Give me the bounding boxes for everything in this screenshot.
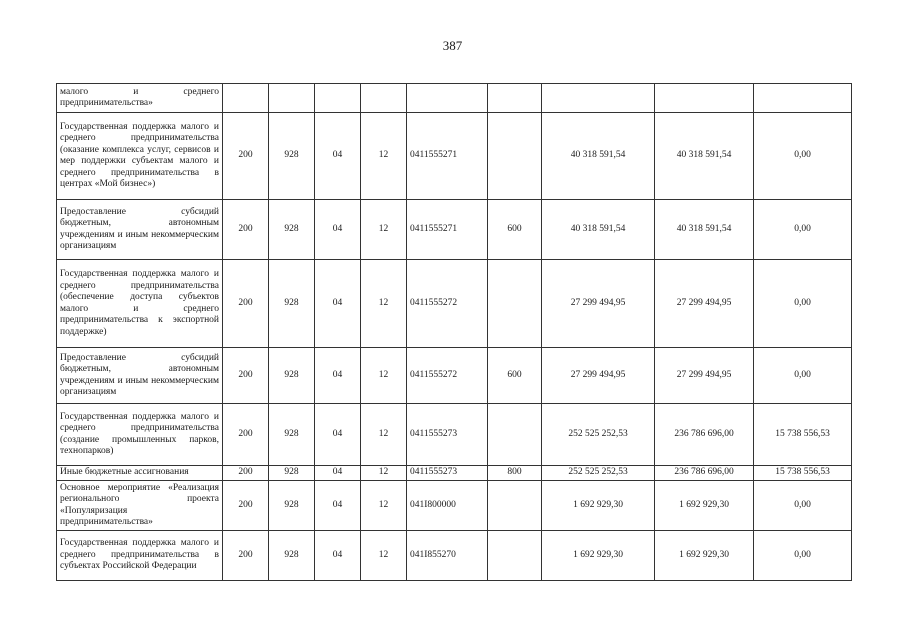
cell-amount-3 <box>754 84 852 113</box>
cell-section: 04 <box>315 348 361 404</box>
cell-code: 200 <box>223 531 269 581</box>
cell-expense-type <box>488 260 542 348</box>
cell-code: 200 <box>223 260 269 348</box>
cell-code: 200 <box>223 348 269 404</box>
cell-amount-2: 40 318 591,54 <box>655 200 754 260</box>
cell-amount-2: 27 299 494,95 <box>655 260 754 348</box>
cell-ved: 928 <box>269 404 315 466</box>
table-row <box>57 84 852 113</box>
cell-target-item: 0411555273 <box>407 466 488 481</box>
cell-amount-2: 1 692 929,30 <box>655 531 754 581</box>
cell-amount-1: 252 525 252,53 <box>542 404 655 466</box>
row-description: Иные бюджетные ассигнования <box>57 466 223 481</box>
cell-ved: 928 <box>269 113 315 200</box>
cell-amount-3: 0,00 <box>754 348 852 404</box>
cell-amount-1: 252 525 252,53 <box>542 466 655 481</box>
row-description: Предоставление субсидий бюджетным, автономным учреждениям и иным некоммерческим организациям <box>57 348 223 404</box>
cell-amount-1: 1 692 929,30 <box>542 531 655 581</box>
cell-amount-1: 40 318 591,54 <box>542 113 655 200</box>
cell-amount-2: 1 692 929,30 <box>655 481 754 531</box>
table-row <box>57 260 852 348</box>
cell-section: 04 <box>315 466 361 481</box>
table-row <box>57 531 852 581</box>
cell-ved: 928 <box>269 481 315 531</box>
table-row <box>57 404 852 466</box>
cell-ved: 928 <box>269 348 315 404</box>
cell-section: 04 <box>315 531 361 581</box>
cell-expense-type <box>488 531 542 581</box>
table-row <box>57 200 852 260</box>
cell-section: 04 <box>315 260 361 348</box>
cell-target-item: 041I855270 <box>407 531 488 581</box>
cell-code: 200 <box>223 200 269 260</box>
cell-ved: 928 <box>269 466 315 481</box>
cell-amount-3: 15 738 556,53 <box>754 404 852 466</box>
cell-section: 04 <box>315 113 361 200</box>
cell-amount-3: 0,00 <box>754 260 852 348</box>
cell-expense-type: 600 <box>488 348 542 404</box>
cell-expense-type <box>488 113 542 200</box>
row-description: Государственная поддержка малого и среднего предпринимательства в субъектах Российской Федерации <box>57 531 223 581</box>
cell-amount-3: 0,00 <box>754 113 852 200</box>
row-description: Основное мероприятие «Реализация регионального проекта «Популяризация предпринимательства» <box>57 481 223 531</box>
cell-amount-3: 0,00 <box>754 481 852 531</box>
cell-section: 04 <box>315 404 361 466</box>
table-row <box>57 113 852 200</box>
cell-amount-2: 236 786 696,00 <box>655 404 754 466</box>
cell-amount-1: 1 692 929,30 <box>542 481 655 531</box>
row-description: Государственная поддержка малого и среднего предпринимательства (обеспечение доступа субъектов малого и среднего предпринимательства к экспортной поддержке) <box>57 260 223 348</box>
cell-amount-3: 15 738 556,53 <box>754 466 852 481</box>
cell-subsection: 12 <box>361 113 407 200</box>
cell-ved: 928 <box>269 260 315 348</box>
cell-subsection: 12 <box>361 481 407 531</box>
cell-ved: 928 <box>269 531 315 581</box>
cell-expense-type <box>488 404 542 466</box>
cell-amount-1: 27 299 494,95 <box>542 260 655 348</box>
cell-amount-3: 0,00 <box>754 531 852 581</box>
cell-expense-type: 800 <box>488 466 542 481</box>
cell-expense-type: 600 <box>488 200 542 260</box>
cell-amount-2 <box>655 84 754 113</box>
cell-amount-2: 236 786 696,00 <box>655 466 754 481</box>
cell-code: 200 <box>223 404 269 466</box>
table-row <box>57 466 852 481</box>
cell-section <box>315 84 361 113</box>
cell-code: 200 <box>223 113 269 200</box>
cell-target-item: 0411555271 <box>407 200 488 260</box>
cell-ved: 928 <box>269 200 315 260</box>
cell-target-item: 0411555272 <box>407 348 488 404</box>
cell-amount-2: 27 299 494,95 <box>655 348 754 404</box>
row-description: малого и среднего предпринимательства» <box>57 84 223 113</box>
cell-target-item: 041I800000 <box>407 481 488 531</box>
budget-table <box>56 83 852 581</box>
cell-expense-type <box>488 84 542 113</box>
cell-target-item: 0411555273 <box>407 404 488 466</box>
cell-subsection: 12 <box>361 200 407 260</box>
cell-section: 04 <box>315 481 361 531</box>
cell-subsection: 12 <box>361 260 407 348</box>
cell-subsection: 12 <box>361 348 407 404</box>
cell-subsection: 12 <box>361 466 407 481</box>
cell-code <box>223 84 269 113</box>
cell-target-item: 0411555271 <box>407 113 488 200</box>
table-row <box>57 481 852 531</box>
page-number: 387 <box>442 38 463 53</box>
cell-target-item: 0411555272 <box>407 260 488 348</box>
cell-section: 04 <box>315 200 361 260</box>
cell-expense-type <box>488 481 542 531</box>
cell-amount-3: 0,00 <box>754 200 852 260</box>
row-description: Государственная поддержка малого и среднего предпринимательства (оказание комплекса услуг, сервисов и мер поддержки субъектам малого и среднего предпринимательства в центрах «Мой бизнес») <box>57 113 223 200</box>
cell-ved <box>269 84 315 113</box>
cell-subsection <box>361 84 407 113</box>
row-description: Государственная поддержка малого и среднего предпринимательства (создание промышленных парков, технопарков) <box>57 404 223 466</box>
cell-code: 200 <box>223 466 269 481</box>
cell-amount-1: 27 299 494,95 <box>542 348 655 404</box>
cell-amount-2: 40 318 591,54 <box>655 113 754 200</box>
cell-amount-1: 40 318 591,54 <box>542 200 655 260</box>
table-row <box>57 348 852 404</box>
cell-code: 200 <box>223 481 269 531</box>
cell-subsection: 12 <box>361 404 407 466</box>
cell-amount-1 <box>542 84 655 113</box>
row-description: Предоставление субсидий бюджетным, автономным учреждениям и иным некоммерческим организациям <box>57 200 223 260</box>
cell-subsection: 12 <box>361 531 407 581</box>
cell-target-item <box>407 84 488 113</box>
